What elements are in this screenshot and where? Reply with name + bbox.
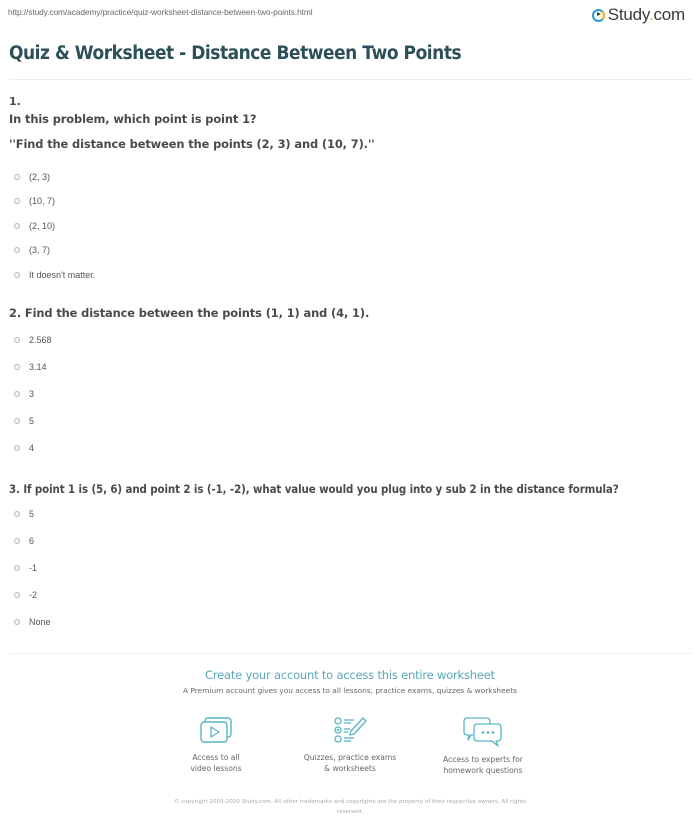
answer-option[interactable] [14,616,51,628]
radio-button[interactable] [14,391,20,397]
answer-option[interactable] [14,589,37,601]
feature-label: Access to experts for homework questions [443,755,523,775]
cta-divider [9,653,691,654]
radio-button[interactable] [14,592,20,598]
radio-button[interactable] [14,538,20,544]
answer-option[interactable] [14,535,34,547]
option-label: (2, 10) [29,221,56,231]
answer-option[interactable] [14,388,34,400]
feature-video-lessons [151,716,281,774]
radio-button[interactable] [14,247,20,253]
create-account-link[interactable]: Create your account to access this entire worksheet [205,668,495,682]
option-label: -1 [29,563,38,573]
question-number: 1. [9,95,21,108]
quiz-checklist-icon [332,716,368,746]
study-com-logo[interactable] [592,5,685,25]
answer-option[interactable] [14,334,52,346]
radio-button[interactable] [14,272,20,278]
title-divider [9,79,691,80]
answer-option[interactable] [14,220,55,232]
logo-text: Study.com [607,5,685,24]
question-text: 2. Find the distance between the points (1, 1) and (4, 1). [9,306,370,320]
radio-button[interactable] [14,223,20,229]
option-label: 5 [29,416,35,426]
radio-button[interactable] [14,337,20,343]
option-label: 5 [29,509,35,519]
option-label: 6 [29,536,35,546]
answer-option[interactable] [14,562,37,574]
feature-label: Access to all video lessons [190,753,242,773]
question-text: In this problem, which point is point 1? [9,112,257,126]
play-logo-icon [592,9,605,22]
option-label: 4 [29,443,35,453]
radio-button[interactable] [14,565,20,571]
radio-button[interactable] [14,511,20,517]
feature-quizzes [285,716,415,774]
option-label: (3, 7) [29,245,51,255]
radio-button[interactable] [14,418,20,424]
option-label: (2, 3) [29,172,51,182]
video-lessons-icon [199,716,233,746]
option-label: 3 [29,389,35,399]
radio-button[interactable] [14,174,20,180]
option-label: 2.568 [29,335,52,345]
radio-button[interactable] [14,619,20,625]
copyright-notice: © copyright 2003-2020 Study.com. All other trademarks and copyrights are the property of their respective owners. All rights reserved. [173,799,527,815]
option-label: It doesn't matter. [29,270,96,280]
answer-option[interactable] [14,171,50,183]
page-title: Quiz & Worksheet - Distance Between Two Points [9,43,462,64]
option-label: -2 [29,590,38,600]
answer-option[interactable] [14,442,34,454]
page-url: http://study.com/academy/practice/quiz-worksheet-distance-between-two-points.html [8,7,313,17]
radio-button[interactable] [14,198,20,204]
radio-button[interactable] [14,364,20,370]
answer-option[interactable] [14,508,34,520]
option-label: 3.14 [29,362,47,372]
answer-option[interactable] [14,415,34,427]
question-text: 3. If point 1 is (5, 6) and point 2 is (-1, -2), what value would you plug into y sub 2 in the distance formula? [9,482,619,496]
option-label: None [29,617,51,627]
feature-experts [418,716,548,776]
radio-button[interactable] [14,445,20,451]
answer-option[interactable] [14,361,47,373]
option-label: (10, 7) [29,196,56,206]
chat-bubbles-icon [463,716,503,748]
question-subtext: ''Find the distance between the points (2, 3) and (10, 7).'' [9,137,375,151]
answer-option[interactable] [14,244,50,256]
answer-option[interactable] [14,269,95,281]
cta-subtitle: A Premium account gives you access to all lessons, practice exams, quizzes & worksheets [183,686,517,695]
answer-option[interactable] [14,195,55,207]
feature-label: Quizzes, practice exams & worksheets [303,753,397,773]
